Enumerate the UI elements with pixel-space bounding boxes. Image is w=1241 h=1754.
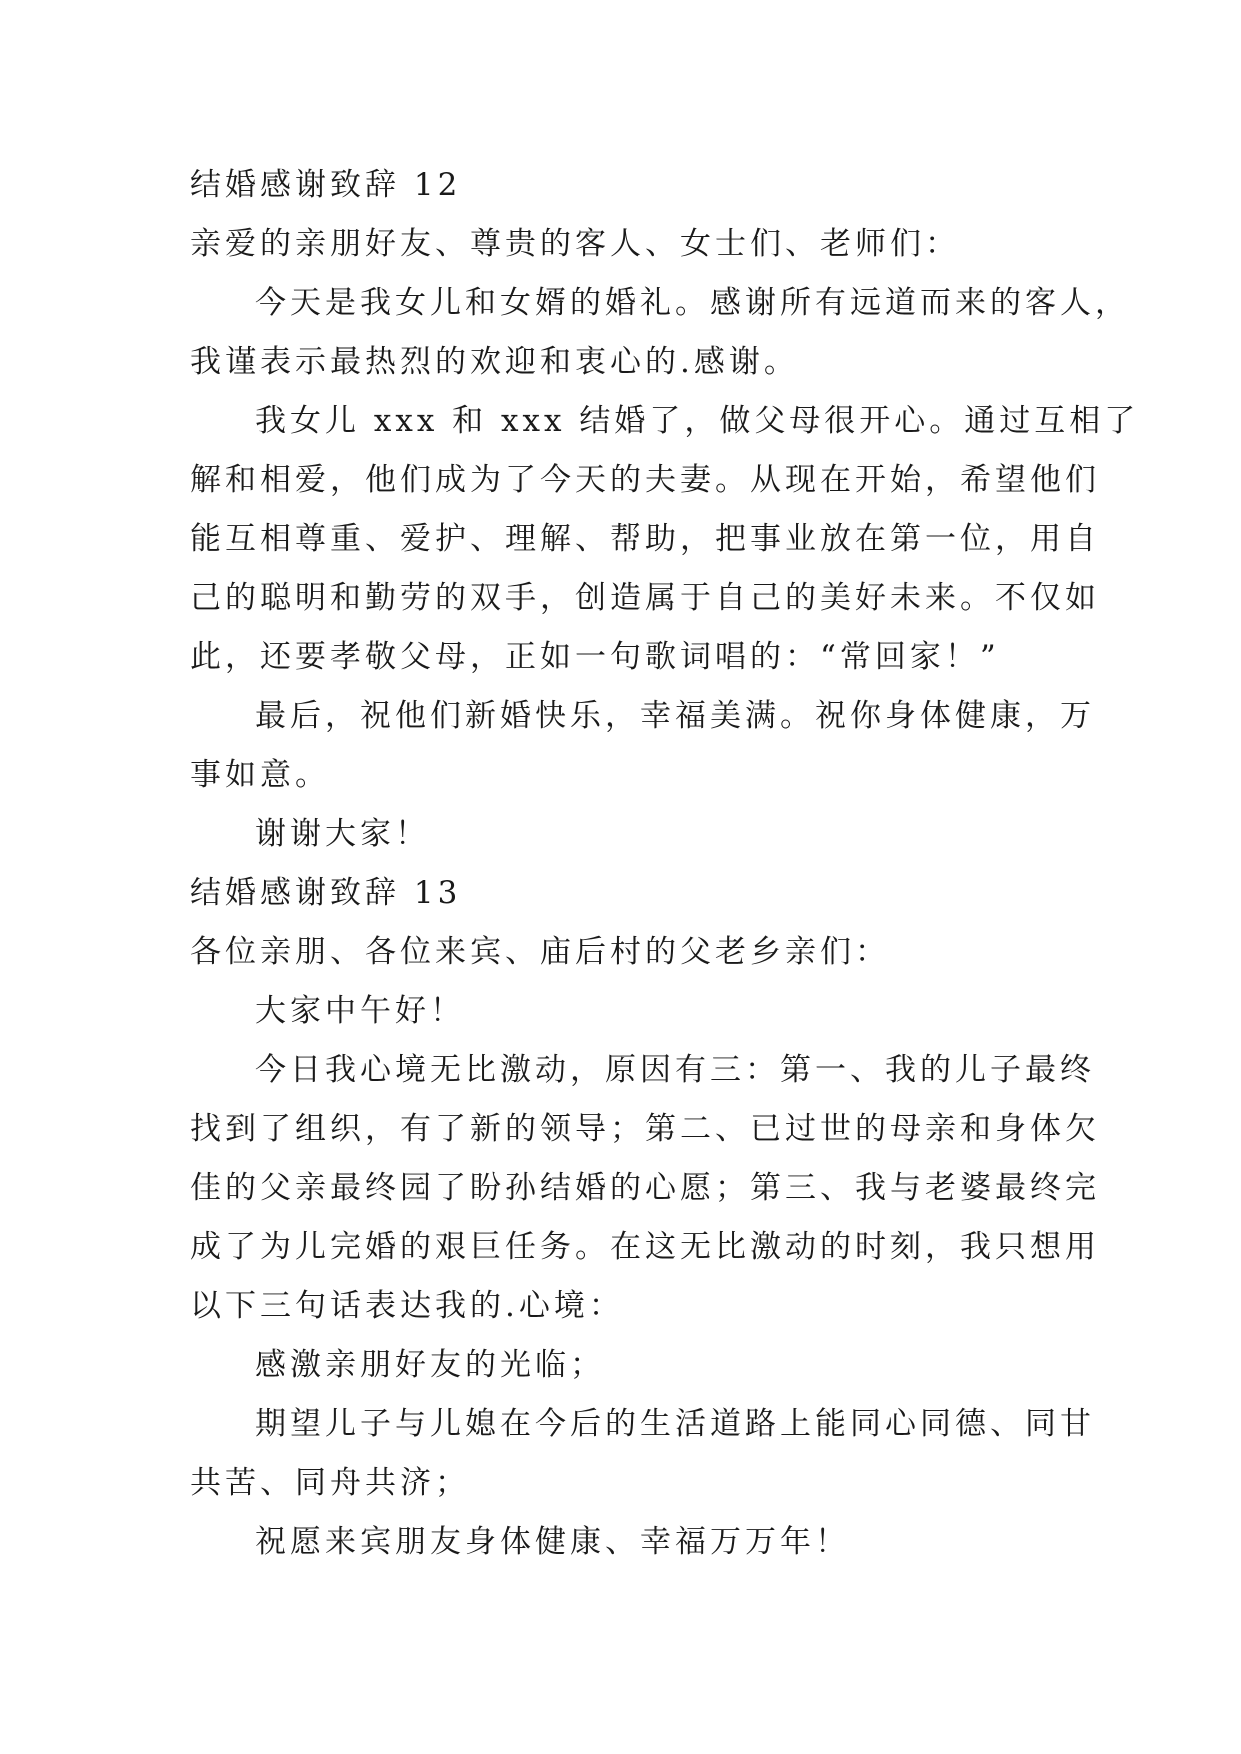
section-13-paragraph-2: 感激亲朋好友的光临； <box>255 1347 605 1383</box>
section-12-paragraph-1-line: 今天是我女儿和女婿的婚礼。感谢所有远道而来的客人， <box>255 285 1130 321</box>
section-13-paragraph-3-line: 期望儿子与儿媳在今后的生活道路上能同心同德、同甘 <box>255 1406 1095 1442</box>
section-12-paragraph-2-line: 此，还要孝敬父母，正如一句歌词唱的：“常回家！” <box>190 639 1000 675</box>
section-13-paragraph-1-line: 成了为儿完婚的艰巨任务。在这无比激动的时刻，我只想用 <box>190 1229 1100 1265</box>
section-13-paragraph-3-line: 共苦、同舟共济； <box>190 1465 470 1501</box>
section-12-paragraph-3-line: 事如意。 <box>190 757 330 793</box>
section-13-paragraph-4: 祝愿来宾朋友身体健康、幸福万万年！ <box>255 1524 850 1560</box>
section-13-greeting: 大家中午好！ <box>255 993 465 1029</box>
section-12-paragraph-2-line: 解和相爱，他们成为了今天的夫妻。从现在开始，希望他们 <box>190 462 1100 498</box>
section-12-paragraph-2-line: 能互相尊重、爱护、理解、帮助，把事业放在第一位，用自 <box>190 521 1100 557</box>
section-13-paragraph-1-line: 以下三句话表达我的.心境： <box>190 1288 624 1324</box>
section-12-salutation: 亲爱的亲朋好友、尊贵的客人、女士们、老师们： <box>190 226 960 262</box>
section-13-paragraph-1-line: 今日我心境无比激动，原因有三：第一、我的儿子最终 <box>255 1052 1095 1088</box>
section-12-paragraph-3-line: 最后，祝他们新婚快乐，幸福美满。祝你身体健康，万 <box>255 698 1095 734</box>
section-12-paragraph-2-line: 我女儿 xxx 和 xxx 结婚了，做父母很开心。通过互相了 <box>255 403 1140 439</box>
section-12-closing: 谢谢大家！ <box>255 816 430 852</box>
section-12-paragraph-1-line: 我谨表示最热烈的欢迎和衷心的.感谢。 <box>190 344 799 380</box>
section-13-paragraph-1-line: 找到了组织，有了新的领导；第二、已过世的母亲和身体欠 <box>190 1111 1100 1147</box>
section-13-salutation: 各位亲朋、各位来宾、庙后村的父老乡亲们： <box>190 934 890 970</box>
section-12-heading: 结婚感谢致辞 12 <box>190 167 462 203</box>
section-13-paragraph-1-line: 佳的父亲最终园了盼孙结婚的心愿；第三、我与老婆最终完 <box>190 1170 1100 1206</box>
section-12-paragraph-2-line: 己的聪明和勤劳的双手，创造属于自己的美好未来。不仅如 <box>190 580 1100 616</box>
section-13-heading: 结婚感谢致辞 13 <box>190 875 462 911</box>
